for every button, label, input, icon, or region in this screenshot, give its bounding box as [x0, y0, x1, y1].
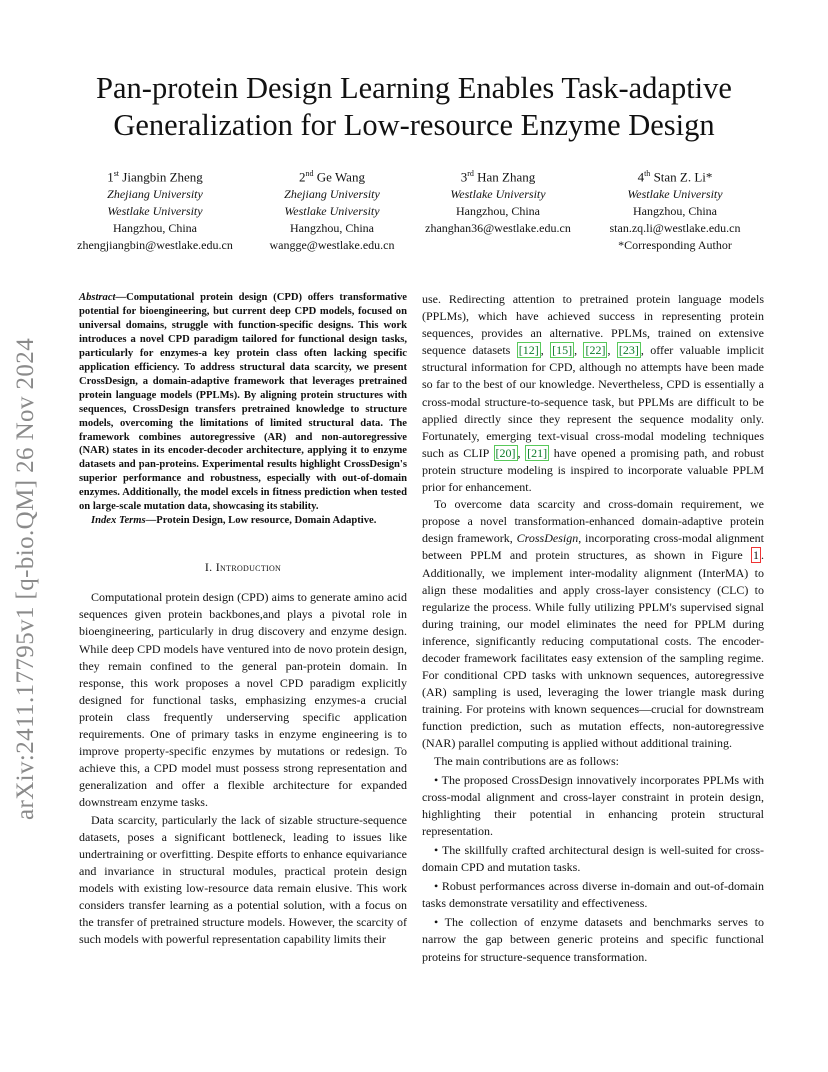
bullet-text: The skillfully crafted architectural design is well-suited for cross-domain CPD and mutation tasks.: [422, 843, 765, 875]
paragraph-text: , incorporating cross-modal alignment between PPLM and protein structures, as shown in Figure: [422, 531, 764, 563]
paragraph-text: . Additionally, we implement inter-modality alignment (InterMA) to align these modalities and apply cross-layer consistency (CLC) to regularize the process. While fully utilizing PPLM's supervised signal during training, our model eliminates the need for PPLM during inference, significantly reducing computational costs. The encoder-decoder framework facilitates easy extension of the sampling regime. For conditional CPD tasks with unknown sequences, autoregressive (AR) sampling is used, leveraging the lower triangle mask during training. For proteins with known sequences—crucial for downstream function prediction, such as mutation effects, non-autoregressive (NAR) parallel computing is applied without additional training.: [422, 548, 764, 751]
paragraph-text: have opened a promising path, and robust protein structure modeling is inspired to incorporate valuable PPLM prior for enhancement.: [422, 445, 764, 495]
title-line-1: Pan-protein Design Learning Enables Task-adaptive: [96, 71, 732, 105]
paragraph-text: , offer valuable implicit structural information for CPD, although no attempts have been made so far to the best of our knowledge. Nevertheless, CPD is essentially a cross-modal structure-to-sequence task, but PPLMs are difficult to be applied directly since they represent the sequence modality only. Fortunately, emerging text-visual cross-modal modeling techniques such as CLIP: [422, 343, 765, 460]
index-terms-label: Index Terms: [91, 515, 146, 527]
citation-link[interactable]: [22]: [585, 343, 606, 358]
method-name: CrossDesign: [516, 531, 579, 546]
author-email[interactable]: stan.zq.li@westlake.edu.cn: [609, 221, 741, 236]
abstract-label: Abstract: [79, 292, 116, 303]
author-ordinal: 2: [299, 169, 306, 185]
corresponding-author-note: *Corresponding Author: [618, 238, 732, 253]
bullet-text: Robust performances across diverse in-domain and out-of-domain tasks demonstrate versatility and effectiveness.: [422, 879, 764, 911]
title-line-2: Generalization for Low-resource Enzyme Design: [113, 108, 715, 142]
author-name: Ge Wang: [316, 169, 365, 185]
author-ordinal-sup: rd: [467, 169, 474, 178]
bullet-text: The collection of enzyme datasets and benchmarks serves to narrow the gap between generic proteins and specific functional proteins for structure-sequence transformation.: [422, 915, 764, 964]
author-email[interactable]: zhanghan36@westlake.edu.cn: [425, 221, 571, 236]
author-name: Han Zhang: [477, 169, 536, 185]
section-heading: I. Introduction: [204, 560, 282, 575]
citation-link[interactable]: [15]: [552, 343, 573, 358]
author-3: [403, 165, 593, 237]
author-city: Hangzhou, China: [290, 221, 374, 236]
contribution-bullet: • The proposed CrossDesign innovatively incorporates PPLMs with cross-modal alignment and cross-layer constraint in protein design, highlighting their potential in enhancing protein structural representation.: [422, 772, 764, 838]
author-ordinal: 3: [460, 169, 468, 185]
author-4: [580, 165, 770, 254]
author-affiliation: Westlake University: [450, 187, 546, 202]
author-affiliation: Westlake University: [107, 204, 203, 219]
author-affiliation: Westlake University: [627, 187, 723, 202]
author-name: Jiangbin Zheng: [122, 169, 203, 185]
paper-title: [60, 70, 768, 144]
author-affiliation: Zhejiang University: [284, 187, 380, 202]
author-2: [237, 165, 427, 254]
abstract-text: —Computational protein design (CPD) offers transformative potential for bioengineering, but current deep CPD models, focused on universal domains, struggle with function-specific designs. This work introduces a novel CPD paradigm tailored for functional design tasks, particularly for enzymes-a key protein class often lacking specific application efficiency. To address structural data scarcity, we present CrossDesign, a domain-adaptive framework that leverages pretrained protein language models (PPLMs). By aligning protein structures with sequences, CrossDesign transfers pretrained knowledge to structure models, overcoming the limitations of limited structural data. The framework combines autoregressive (AR) and non-autoregressive (NAR) states in its encoder-decoder architecture, applying it to enzyme datasets and pan-proteins. Experimental results highlight CrossDesign's superior performance and robustness, especially with out-of-domain enzymes. Additionally, the model excels in fitness prediction when tested on large-scale mutation data, showcasing its stability.: [79, 292, 407, 513]
author-affiliation: Westlake University: [284, 204, 380, 219]
author-name: Stan Z. Li*: [653, 169, 713, 185]
left-column: [79, 291, 407, 948]
index-terms-text: —Protein Design, Low resource, Domain Adaptive.: [145, 515, 377, 527]
intro-paragraph-3: use. Redirecting attention to pretrained protein language models (PPLMs), which have achieved success in representing protein sequences, provides an alternative. PPLMs, trained on extensive sequence datasets [12] , [15] , [22] , [23] , offer valuable implicit structural information for CPD, although no attempts have been made so far to the best of our knowledge. Nevertheless, CPD is essentially a cross-modal structure-to-sequence task, but PPLMs are difficult to be applied directly since they represent the sequence modality only. Fortunately, emerging text-visual cross-modal modeling techniques such as CLIP [20] , [21] have opened a promising path, and robust protein structure modeling is inspired to incorporate valuable PPLM prior for enhancement.: [422, 292, 765, 495]
author-ordinal-sup: th: [644, 169, 651, 178]
author-email[interactable]: wangge@westlake.edu.cn: [269, 238, 395, 253]
contributions-intro: The main contributions are as follows:: [434, 753, 619, 768]
contribution-bullet: • Robust performances across diverse in-domain and out-of-domain tasks demonstrate versatility and effectiveness.: [422, 879, 764, 911]
author-city: Hangzhou, China: [633, 204, 717, 219]
abstract: [79, 291, 407, 514]
intro-paragraph-1: Computational protein design (CPD) aims to generate amino acid sequences given protein backbones,and plays a pivotal role in bioengineering, particularly in drug discovery and enzyme design. While deep CPD models have ventured into de novo protein design, they remain confined to the general pan-protein domain. In response, this work proposes a novel CPD paradigm explicitly designed for functional tasks, emphasizing enzymes-a crucial protein class frequently underserving specific application requirements. One of primary tasks in enzyme engineering is to improve property-specific enzymes by mutations or redesign. To achieve this, a CPD model must possess strong representation and generalization and offer a flexible architecture for expanded downstream enzyme tasks.: [79, 590, 407, 810]
arxiv-stamp: [12, 260, 52, 820]
paragraph-text: use. Redirecting attention to pretrained protein language models (PPLMs), which have achieved success in representing protein sequences, provides an alternative. PPLMs, trained on extensive sequence datasets: [422, 292, 764, 358]
author-ordinal: 4: [637, 169, 645, 185]
citation-link[interactable]: [23]: [618, 343, 639, 358]
author-ordinal-sup: nd: [305, 169, 314, 178]
paragraph-text: To overcome data scarcity and cross-domain requirement, we propose a novel transformation-enhanced domain-adaptive protein design framework,: [422, 497, 764, 546]
figure-link[interactable]: 1: [753, 548, 759, 563]
author-email[interactable]: zhengjiangbin@westlake.edu.cn: [77, 238, 233, 253]
author-city: Hangzhou, China: [113, 221, 197, 236]
author-ordinal: 1: [107, 169, 114, 185]
author-1: [60, 165, 250, 254]
author-affiliation: Zhejiang University: [107, 187, 203, 202]
citation-link[interactable]: [21]: [527, 445, 548, 460]
index-terms: [79, 514, 407, 528]
contribution-bullet: • The skillfully crafted architectural design is well-suited for cross-domain CPD and mutation tasks.: [422, 843, 765, 875]
citation-link[interactable]: [20]: [495, 445, 516, 460]
author-ordinal-sup: st: [113, 169, 120, 178]
arxiv-stamp-text: arXiv:2411.17795v1 [q-bio.QM] 26 Nov 2024: [12, 337, 39, 820]
bullet-text: The proposed CrossDesign innovatively incorporates PPLMs with cross-modal alignment and cross-layer constraint in protein design, highlighting their potential in enhancing protein structural representation.: [422, 772, 764, 838]
author-city: Hangzhou, China: [456, 204, 540, 219]
intro-paragraph-2: Data scarcity, particularly the lack of sizable structure-sequence datasets, poses a significant bottleneck, leading to issues like undertraining or overfitting. Despite efforts to enhance equivariance and invariance in structural modules, practical protein design models with existing low-resource data remain elusive. This work considers transfer learning as a potential solution, with a focus on the transfer of pretrained structure models. However, the scarcity of such models with powerful representation capability limits their: [79, 812, 407, 947]
contribution-bullet: • The collection of enzyme datasets and benchmarks serves to narrow the gap between generic proteins and specific functional proteins for structure-sequence transformation.: [422, 915, 764, 964]
author-block: [70, 165, 770, 255]
right-column: [422, 291, 764, 966]
intro-paragraph-4: [422, 496, 764, 752]
citation-link[interactable]: [12]: [518, 343, 539, 358]
